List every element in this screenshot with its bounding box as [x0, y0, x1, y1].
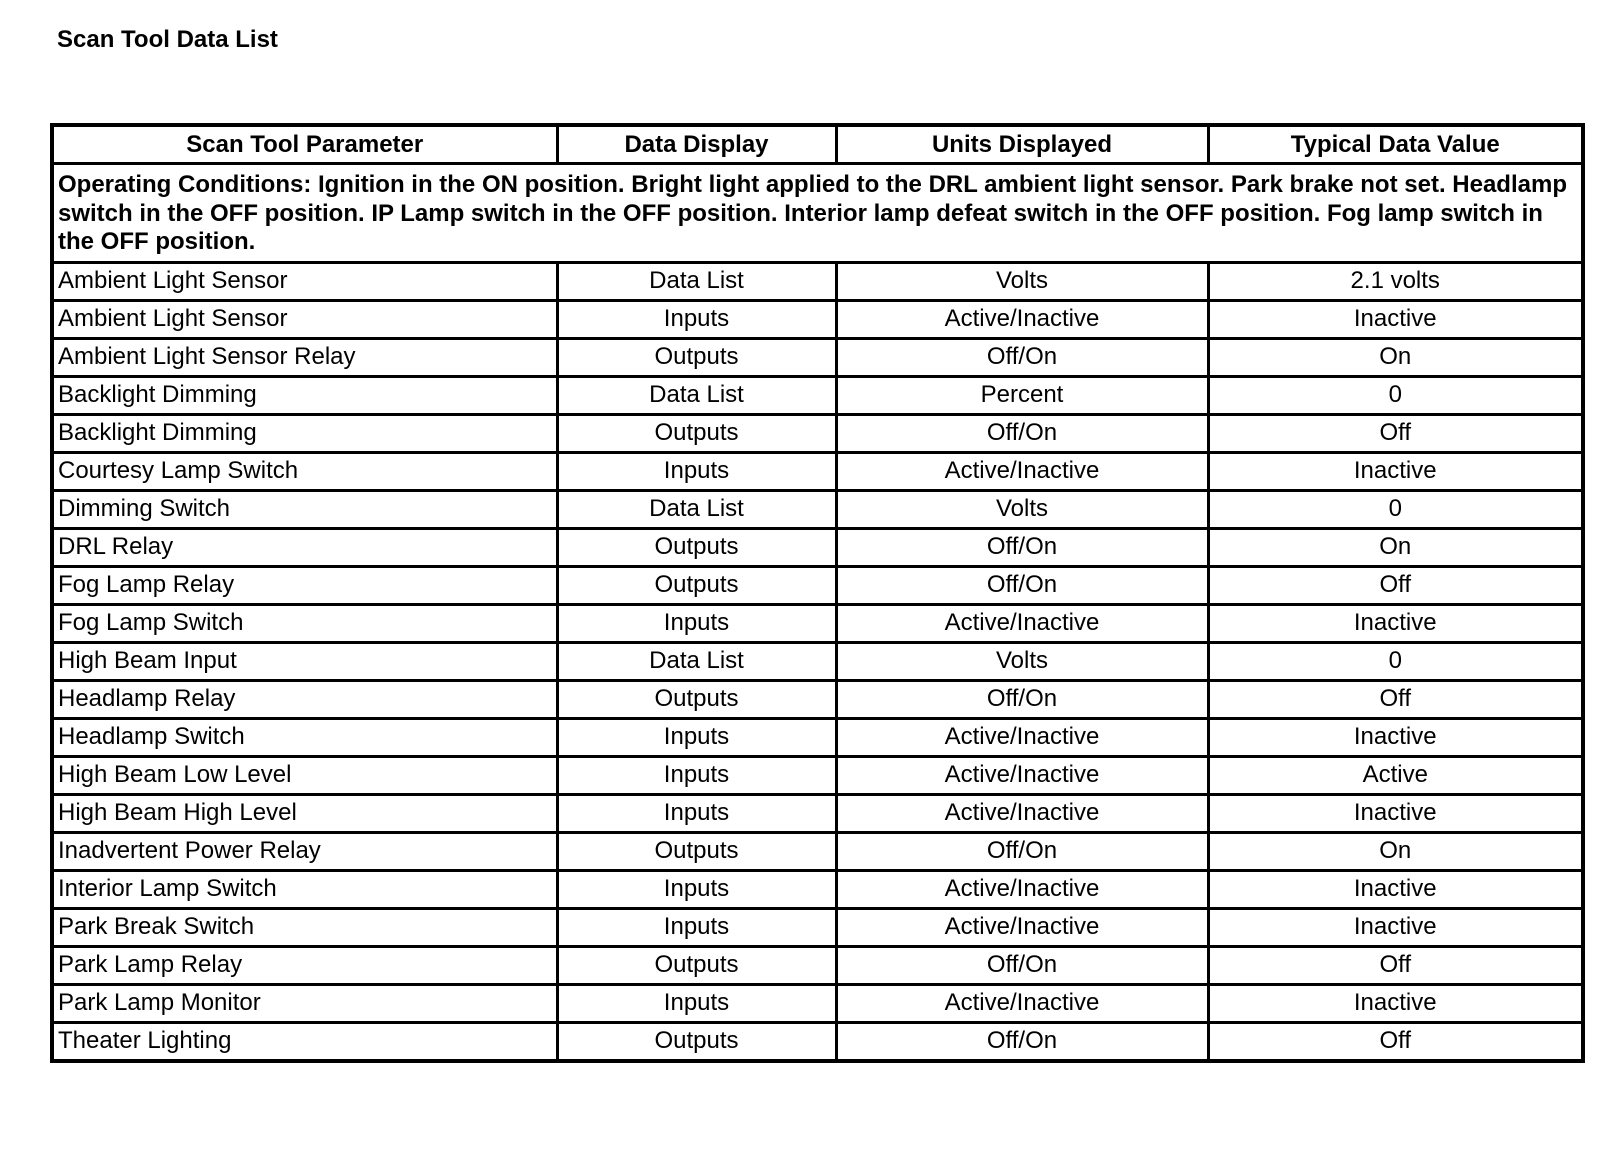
- units-displayed-cell: Off/On: [836, 414, 1208, 452]
- table-row: [52, 528, 1583, 566]
- typical-data-value-cell: Inactive: [1208, 452, 1583, 490]
- parameter-cell: Inadvertent Power Relay: [52, 832, 557, 870]
- units-displayed-cell: Volts: [836, 642, 1208, 680]
- data-display-cell: Outputs: [557, 832, 836, 870]
- parameter-cell: High Beam High Level: [52, 794, 557, 832]
- typical-data-value-cell: 0: [1208, 642, 1583, 680]
- units-displayed-cell: Active/Inactive: [836, 794, 1208, 832]
- table-row: [52, 718, 1583, 756]
- data-display-cell: Inputs: [557, 718, 836, 756]
- typical-data-value-cell: Inactive: [1208, 908, 1583, 946]
- table-row: [52, 376, 1583, 414]
- typical-data-value-cell: Off: [1208, 1022, 1583, 1061]
- units-displayed-cell: Active/Inactive: [836, 756, 1208, 794]
- units-displayed-cell: Off/On: [836, 1022, 1208, 1061]
- table-row: [52, 832, 1583, 870]
- units-displayed-cell: Active/Inactive: [836, 300, 1208, 338]
- typical-data-value-cell: Inactive: [1208, 794, 1583, 832]
- scan-tool-data-table: [50, 123, 1585, 1063]
- typical-data-value-cell: Inactive: [1208, 718, 1583, 756]
- parameter-cell: Park Break Switch: [52, 908, 557, 946]
- data-display-cell: Outputs: [557, 414, 836, 452]
- parameter-cell: Interior Lamp Switch: [52, 870, 557, 908]
- units-displayed-cell: Off/On: [836, 338, 1208, 376]
- table-row: [52, 604, 1583, 642]
- table-row: [52, 262, 1583, 300]
- typical-data-value-cell: Inactive: [1208, 984, 1583, 1022]
- typical-data-value-cell: 0: [1208, 376, 1583, 414]
- parameter-cell: Theater Lighting: [52, 1022, 557, 1061]
- table-row: [52, 300, 1583, 338]
- operating-conditions-row: [52, 164, 1583, 263]
- data-display-cell: Inputs: [557, 300, 836, 338]
- parameter-cell: Headlamp Switch: [52, 718, 557, 756]
- typical-data-value-cell: Off: [1208, 680, 1583, 718]
- typical-data-value-cell: On: [1208, 528, 1583, 566]
- units-displayed-cell: Off/On: [836, 946, 1208, 984]
- table-row: [52, 756, 1583, 794]
- parameter-cell: Park Lamp Monitor: [52, 984, 557, 1022]
- data-display-cell: Data List: [557, 376, 836, 414]
- data-display-cell: Inputs: [557, 756, 836, 794]
- typical-data-value-cell: Inactive: [1208, 870, 1583, 908]
- data-display-cell: Inputs: [557, 452, 836, 490]
- data-display-cell: Inputs: [557, 794, 836, 832]
- header-typical-data-value: Typical Data Value: [1208, 125, 1583, 164]
- typical-data-value-cell: Inactive: [1208, 604, 1583, 642]
- units-displayed-cell: Active/Inactive: [836, 718, 1208, 756]
- units-displayed-cell: Active/Inactive: [836, 604, 1208, 642]
- units-displayed-cell: Active/Inactive: [836, 908, 1208, 946]
- units-displayed-cell: Volts: [836, 490, 1208, 528]
- header-scan-tool-parameter: Scan Tool Parameter: [52, 125, 557, 164]
- operating-conditions: Operating Conditions: Ignition in the ON position. Bright light applied to the DRL ambient light sensor. Park brake not set. Headlamp switch in the OFF position. IP Lamp switch in the OFF position. Interior lamp defeat switch in the OFF position. Fog lamp switch in the OFF position.: [52, 164, 1583, 263]
- parameter-cell: Headlamp Relay: [52, 680, 557, 718]
- parameter-cell: Courtesy Lamp Switch: [52, 452, 557, 490]
- data-display-cell: Inputs: [557, 604, 836, 642]
- units-displayed-cell: Off/On: [836, 528, 1208, 566]
- units-displayed-cell: Volts: [836, 262, 1208, 300]
- parameter-cell: Dimming Switch: [52, 490, 557, 528]
- table-row: [52, 338, 1583, 376]
- units-displayed-cell: Active/Inactive: [836, 870, 1208, 908]
- data-display-cell: Outputs: [557, 528, 836, 566]
- data-display-cell: Data List: [557, 490, 836, 528]
- units-displayed-cell: Percent: [836, 376, 1208, 414]
- data-display-cell: Outputs: [557, 338, 836, 376]
- data-display-cell: Inputs: [557, 984, 836, 1022]
- typical-data-value-cell: Off: [1208, 946, 1583, 984]
- parameter-cell: Ambient Light Sensor Relay: [52, 338, 557, 376]
- data-display-cell: Inputs: [557, 908, 836, 946]
- parameter-cell: DRL Relay: [52, 528, 557, 566]
- table-row: [52, 642, 1583, 680]
- data-display-cell: Data List: [557, 642, 836, 680]
- typical-data-value-cell: Inactive: [1208, 300, 1583, 338]
- table-row: [52, 946, 1583, 984]
- table-row: [52, 984, 1583, 1022]
- typical-data-value-cell: 2.1 volts: [1208, 262, 1583, 300]
- table-row: [52, 566, 1583, 604]
- data-display-cell: Inputs: [557, 870, 836, 908]
- units-displayed-cell: Active/Inactive: [836, 984, 1208, 1022]
- typical-data-value-cell: Off: [1208, 566, 1583, 604]
- table-body: [52, 164, 1583, 1061]
- typical-data-value-cell: On: [1208, 832, 1583, 870]
- data-display-cell: Data List: [557, 262, 836, 300]
- parameter-cell: Backlight Dimming: [52, 414, 557, 452]
- typical-data-value-cell: On: [1208, 338, 1583, 376]
- parameter-cell: Backlight Dimming: [52, 376, 557, 414]
- header-units-displayed: Units Displayed: [836, 125, 1208, 164]
- typical-data-value-cell: Active: [1208, 756, 1583, 794]
- units-displayed-cell: Active/Inactive: [836, 452, 1208, 490]
- parameter-cell: Fog Lamp Relay: [52, 566, 557, 604]
- table-row: [52, 1022, 1583, 1061]
- parameter-cell: Ambient Light Sensor: [52, 262, 557, 300]
- parameter-cell: High Beam Low Level: [52, 756, 557, 794]
- parameter-cell: High Beam Input: [52, 642, 557, 680]
- parameter-cell: Park Lamp Relay: [52, 946, 557, 984]
- typical-data-value-cell: 0: [1208, 490, 1583, 528]
- data-display-cell: Outputs: [557, 946, 836, 984]
- table-row: [52, 794, 1583, 832]
- parameter-cell: Ambient Light Sensor: [52, 300, 557, 338]
- data-display-cell: Outputs: [557, 566, 836, 604]
- document-title: Scan Tool Data List: [57, 26, 278, 53]
- data-display-cell: Outputs: [557, 680, 836, 718]
- table-header: [52, 125, 1583, 164]
- parameter-cell: Fog Lamp Switch: [52, 604, 557, 642]
- table-row: [52, 908, 1583, 946]
- table-row: [52, 414, 1583, 452]
- units-displayed-cell: Off/On: [836, 566, 1208, 604]
- typical-data-value-cell: Off: [1208, 414, 1583, 452]
- table-row: [52, 870, 1583, 908]
- units-displayed-cell: Off/On: [836, 680, 1208, 718]
- header-data-display: Data Display: [557, 125, 836, 164]
- table-row: [52, 452, 1583, 490]
- data-display-cell: Outputs: [557, 1022, 836, 1061]
- table-row: [52, 680, 1583, 718]
- header-row: [52, 125, 1583, 164]
- units-displayed-cell: Off/On: [836, 832, 1208, 870]
- table-row: [52, 490, 1583, 528]
